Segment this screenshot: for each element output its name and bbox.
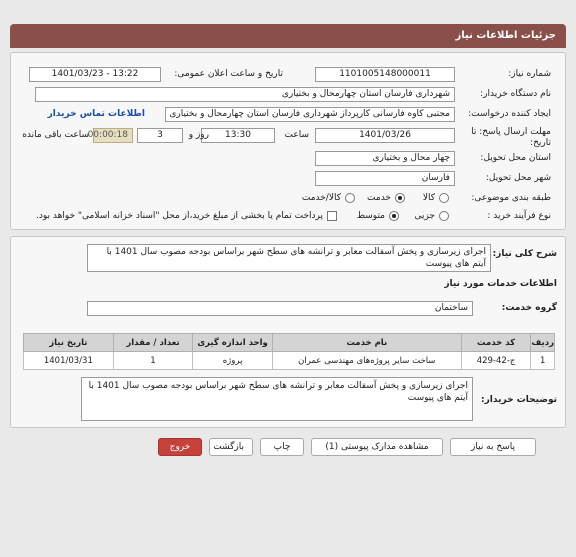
remaining-time-field: 00:00:18 (93, 128, 133, 143)
table-row (24, 352, 555, 370)
requester-field: مجتبی کاوه فارسانی کارپرداز شهرداری فارسان استان چهارمحال و بختیاری (165, 107, 455, 122)
process-medium-label: متوسط (356, 211, 385, 221)
table-header-row (24, 334, 555, 352)
remaining-label: ساعت باقی مانده (22, 130, 89, 140)
cell-date: 1401/03/31 (24, 352, 114, 370)
category-service-radio[interactable] (395, 193, 405, 203)
col-date: تاریخ نیاز (24, 334, 114, 352)
treasury-payment-note: پرداخت تمام یا بخشی از مبلغ خرید،از محل "اسناد خزانه اسلامی" خواهد بود. (35, 211, 323, 221)
category-goods-radio[interactable] (439, 193, 449, 203)
need-details-panel (10, 236, 566, 428)
col-qty: تعداد / مقدار (113, 334, 193, 352)
back-button[interactable]: بازگشت (209, 438, 253, 456)
process-minor-radio[interactable] (439, 211, 449, 221)
buyer-notes-field: اجرای زیرسازی و پخش آسفالت معابر و ترانشه های سطح شهر براساس بودجه مصوب سال 1401 با آیتم های پیوست (81, 377, 473, 421)
print-button[interactable]: چاپ (260, 438, 304, 456)
need-number-field: 1101005148000011 (315, 67, 455, 82)
buyer-label: نام دستگاه خریدار: (480, 89, 551, 99)
col-name: نام خدمت (272, 334, 461, 352)
reply-button[interactable]: پاسخ به نیاز (450, 438, 536, 456)
process-medium-radio[interactable] (389, 211, 399, 221)
city-label: شهر محل تحویل: (485, 173, 551, 183)
treasury-payment-checkbox[interactable] (327, 211, 337, 221)
province-field: چهار محال و بختیاری (315, 151, 455, 166)
deadline-date-field: 1401/03/26 (315, 128, 455, 143)
col-code: کد خدمت (461, 334, 531, 352)
process-minor-label: جزیی (414, 211, 435, 221)
need-number-label: شماره نیاز: (508, 69, 551, 79)
process-label: نوع فرآیند خرید : (487, 211, 551, 221)
hour-label: ساعت (284, 130, 309, 140)
cell-code: ج-42-429 (461, 352, 531, 370)
buyer-contact-link[interactable]: اطلاعات تماس خریدار (47, 109, 145, 119)
cell-name: ساخت سایر پروژه‌های مهندسی عمران (272, 352, 461, 370)
exit-button[interactable]: خروج (158, 438, 202, 456)
deadline-label: مهلت ارسال پاسخ: تا (471, 127, 551, 137)
days-label: روز و (188, 130, 209, 140)
view-attachments-button[interactable]: مشاهده مدارک پیوستی (1) (311, 438, 443, 456)
group-field: ساختمان (87, 301, 473, 316)
col-row: ردیف (531, 334, 555, 352)
cell-unit: پروژه (193, 352, 273, 370)
action-buttons (158, 438, 536, 456)
col-unit: واحد اندازه گیری (193, 334, 273, 352)
category-service-label: خدمت (367, 193, 391, 203)
need-info-panel (10, 52, 566, 230)
buyer-field: شهرداری فارسان استان چهارمحال و بختیاری (35, 87, 455, 102)
category-goods-label: کالا (422, 193, 435, 203)
deadline-date-label: تاریخ: (530, 138, 551, 148)
group-label: گروه خدمت: (501, 303, 557, 313)
category-goods-service-label: کالا/خدمت (301, 193, 341, 203)
services-heading: اطلاعات خدمات مورد نیاز (444, 279, 557, 289)
cell-row: 1 (531, 352, 555, 370)
cell-qty: 1 (113, 352, 193, 370)
city-field: فارسان (315, 171, 455, 186)
province-label: استان محل تحویل: (480, 153, 551, 163)
services-table (23, 333, 555, 370)
page-title: جزئیات اطلاعات نیاز (455, 30, 556, 41)
category-goods-service-radio[interactable] (345, 193, 355, 203)
summary-label: شرح کلی نیاز: (492, 249, 557, 259)
page-title-bar (10, 24, 566, 48)
days-field: 3 (137, 128, 183, 143)
announce-label: تاریخ و ساعت اعلان عمومی: (174, 69, 283, 79)
deadline-time-field: 13:30 (201, 128, 275, 143)
buyer-notes-label: توضیحات خریدار: (481, 395, 557, 405)
category-label: طبقه بندی موضوعی: (471, 193, 551, 203)
summary-field: اجرای زیرسازی و پخش آسفالت معابر و ترانشه های سطح شهر براساس بودجه مصوب سال 1401 با آیتم های پیوست (87, 244, 491, 272)
announce-field: 1401/03/23 - 13:22 (29, 67, 161, 82)
requester-label: ایجاد کننده درخواست: (468, 109, 551, 119)
